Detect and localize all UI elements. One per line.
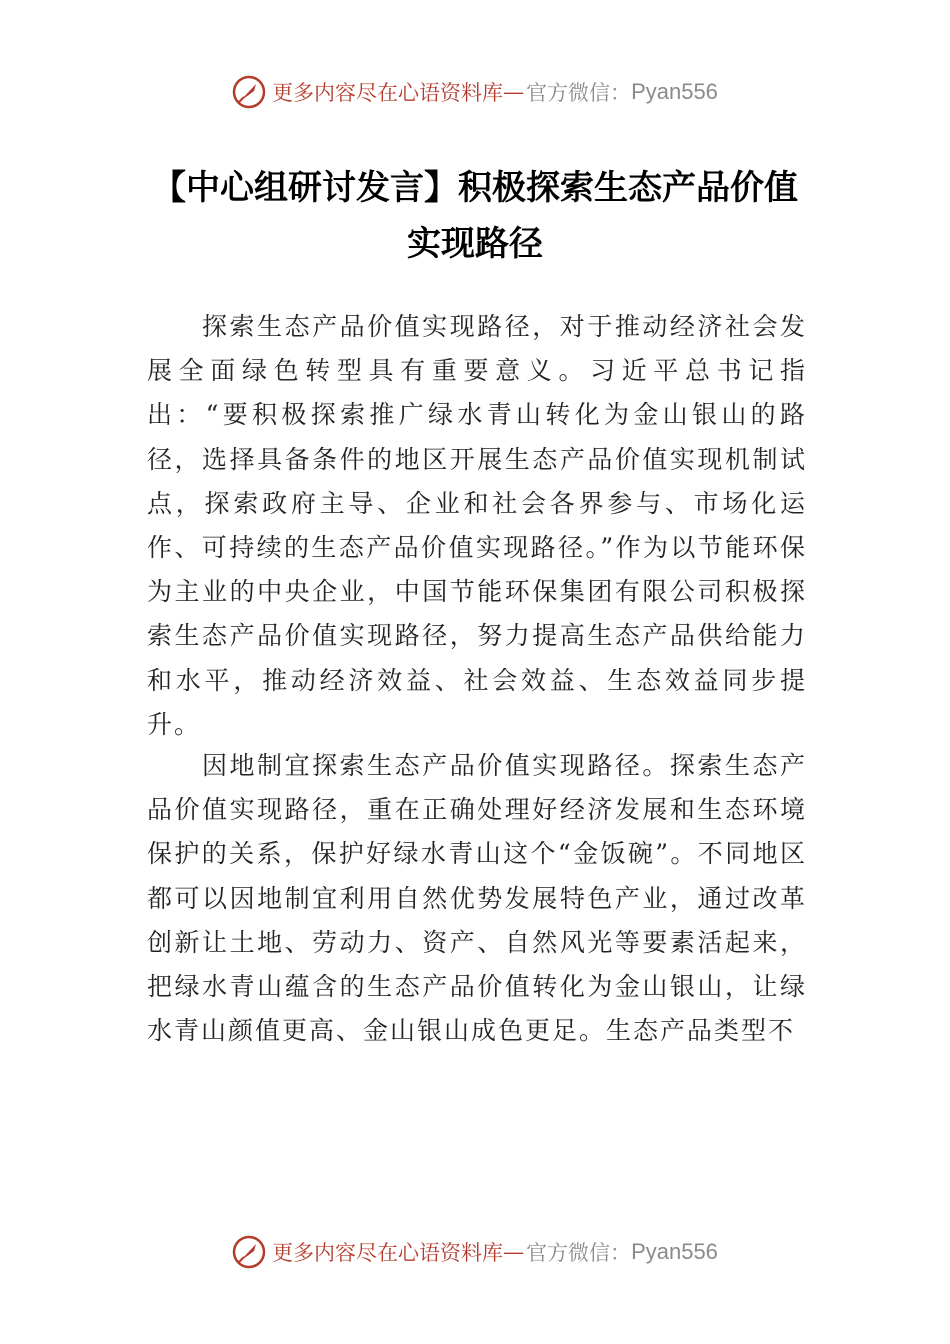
title-line-1: 【中心组研讨发言】积极探索生态产品价值 bbox=[152, 168, 798, 208]
banner-wechat-label: 官方微信： bbox=[526, 81, 632, 105]
banner-text: 更多内容尽在心语资料库 bbox=[272, 81, 504, 105]
banner-account: Pyan556 bbox=[631, 79, 718, 104]
footer-banner bbox=[0, 1232, 950, 1272]
banner-separator: — bbox=[503, 1240, 525, 1264]
quill-logo-icon bbox=[232, 75, 266, 109]
document-title bbox=[100, 160, 850, 272]
banner-wechat-label: 官方微信： bbox=[526, 1241, 632, 1265]
banner-separator: — bbox=[503, 80, 525, 104]
header-banner bbox=[0, 72, 950, 112]
body-paragraph-2: 因地制宜探索生态产品价值实现路径。探索生态产品价值实现路径，重在正确处理好经济发展和生态环境保护的关系，保护好绿水青山这个“金饭碗”。不同地区都可以因地制宜利用自然优势发展特色产业，通过改革创新让土地、劳动力、资产、自然风光等要素活起来，把绿水青山蕴含的生态产品价值转化为金山银山，让绿水青山颜值更高、金山银山成色更足。生态产品类型不 bbox=[147, 751, 807, 1046]
body-paragraph-1: 探索生态产品价值实现路径，对于推动经济社会发展全面绿色转型具有重要意义。习近平总书记指出：“要积极探索推广绿水青山转化为金山银山的路径，选择具备条件的地区开展生态产品价值实现机制试点，探索政府主导、企业和社会各界参与、市场化运作、可持续的生态产品价值实现路径。”作为以节能环保为主业的中央企业，中国节能环保集团有限公司积极探索生态产品价值实现路径，努力提高生态产品供给能力和水平，推动经济效益、社会效益、生态效益同步提升。 bbox=[147, 312, 807, 739]
banner-text: 更多内容尽在心语资料库 bbox=[272, 1241, 504, 1265]
banner-account: Pyan556 bbox=[631, 1239, 718, 1264]
quill-logo-icon bbox=[232, 1235, 266, 1269]
title-line-2: 实现路径 bbox=[407, 224, 543, 264]
